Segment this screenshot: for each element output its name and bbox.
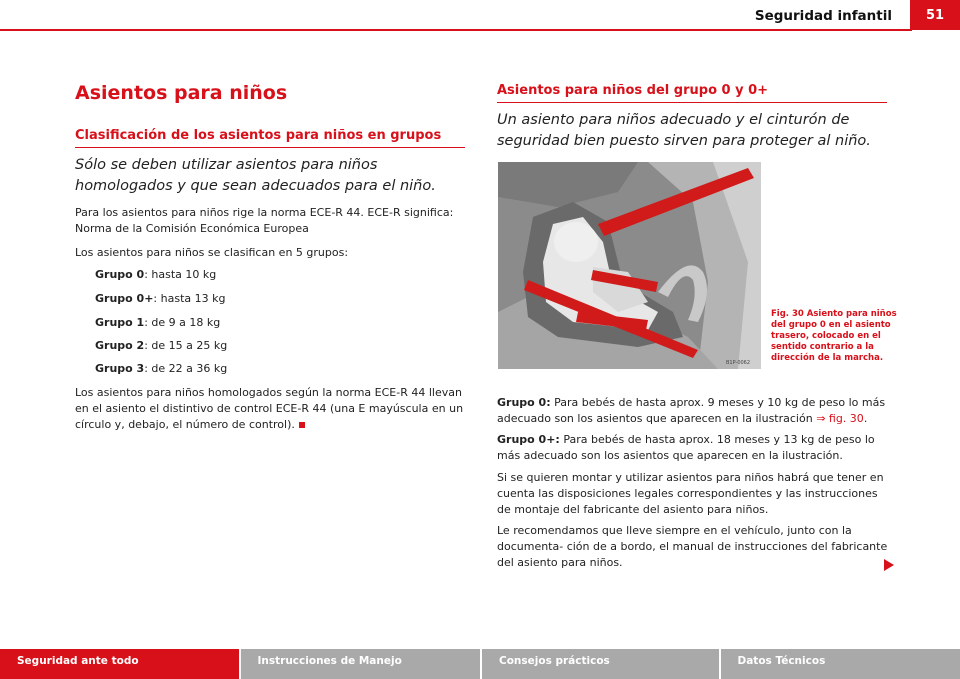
group-value: : de 22 a 36 kg bbox=[144, 362, 228, 375]
figure-child-seat-image bbox=[498, 162, 761, 369]
group-value: : de 9 a 18 kg bbox=[144, 316, 221, 329]
section-title: Seguridad infantil bbox=[754, 8, 892, 24]
child-seat-illustration bbox=[498, 162, 761, 369]
chapter-heading: Asientos para niños bbox=[75, 82, 288, 104]
group-value: : hasta 13 kg bbox=[153, 292, 226, 305]
group-item bbox=[95, 362, 227, 375]
group-value: : de 15 a 25 kg bbox=[144, 339, 228, 352]
tab-datos-tecnicos[interactable]: Datos Técnicos bbox=[721, 649, 960, 679]
figure-reference-link[interactable]: ⇒ fig. 30 bbox=[816, 412, 864, 425]
paragraph-groups-intro: Los asientos para niños se clasifican en 5 grupos: bbox=[75, 246, 349, 259]
group-label: Grupo 0+: bbox=[497, 433, 560, 446]
group-item bbox=[95, 268, 216, 281]
paragraph-norm: Para los asientos para niños rige la norma ECE-R 44. ECE-R significa: Norma de la Comisión Económica Europea bbox=[75, 206, 454, 235]
section-heading: Asientos para niños del grupo 0 y 0+ bbox=[497, 83, 887, 103]
paragraph-regulations: Si se quieren montar y utilizar asientos para niños habrá que tener en cuenta las disposiciones legales correspondientes y las instrucciones de montaje del fabricante del asiento para niños. bbox=[497, 471, 884, 516]
tab-consejos-practicos[interactable]: Consejos prácticos bbox=[482, 649, 719, 679]
group-label: Grupo 0: bbox=[497, 396, 551, 409]
period-text: . bbox=[863, 412, 868, 425]
group-label: Grupo 2 bbox=[95, 339, 145, 352]
paragraph-text: Para bebés de hasta aprox. 18 meses y 13 kg de peso lo más adecuado son los asientos que aparecen en la ilustración. bbox=[497, 433, 875, 462]
page-number: 51 bbox=[910, 0, 960, 30]
group-item bbox=[95, 339, 227, 352]
group-item bbox=[95, 316, 220, 329]
end-of-section-icon bbox=[299, 422, 305, 428]
footer-nav bbox=[0, 649, 960, 679]
tab-seguridad-ante-todo[interactable]: Seguridad ante todo bbox=[0, 649, 239, 679]
paragraph-text: Los asientos para niños homologados según la norma ECE-R 44 llevan en el asiento el distintivo de control ECE-R 44 (una E mayúscula en un círculo y, debajo, el número de control). bbox=[75, 386, 464, 431]
group-label: Grupo 0+ bbox=[95, 292, 154, 305]
group-label: Grupo 0 bbox=[95, 268, 145, 281]
paragraph-text: Para bebés de hasta aprox. 9 meses y 10 kg de peso lo más adecuado son los asientos que aparecen en la ilustración bbox=[497, 396, 886, 425]
group-item bbox=[95, 292, 225, 305]
lead-text: Un asiento para niños adecuado y el cinturón de seguridad bien puesto sirven para proteger al niño. bbox=[497, 112, 871, 149]
tab-instrucciones-de-manejo[interactable]: Instrucciones de Manejo bbox=[241, 649, 481, 679]
lead-text: Sólo se deben utilizar asientos para niños homologados y que sean adecuados para el niño. bbox=[75, 157, 436, 194]
section-heading: Clasificación de los asientos para niños en grupos bbox=[75, 128, 465, 148]
figure-code: B1P-0062 bbox=[726, 360, 751, 366]
group-label: Grupo 3 bbox=[95, 362, 145, 375]
paragraph-group-0plus bbox=[497, 432, 892, 464]
page-header bbox=[0, 0, 960, 30]
paragraph-recommendation: Le recomendamos que lleve siempre en el vehículo, junto con la documenta- ción de a bordo, el manual de instrucciones del fabricante del asiento para niños. bbox=[497, 524, 888, 569]
next-page-arrow-icon[interactable] bbox=[884, 559, 894, 571]
figure-caption: Fig. 30 Asiento para niños del grupo 0 en el asiento trasero, colocado en el sentido contrario a la dirección de la marcha. bbox=[771, 309, 897, 363]
paragraph-homologation bbox=[75, 385, 467, 433]
header-divider bbox=[0, 29, 912, 31]
paragraph-group-0 bbox=[497, 395, 892, 427]
group-value: : hasta 10 kg bbox=[144, 268, 217, 281]
group-label: Grupo 1 bbox=[95, 316, 145, 329]
